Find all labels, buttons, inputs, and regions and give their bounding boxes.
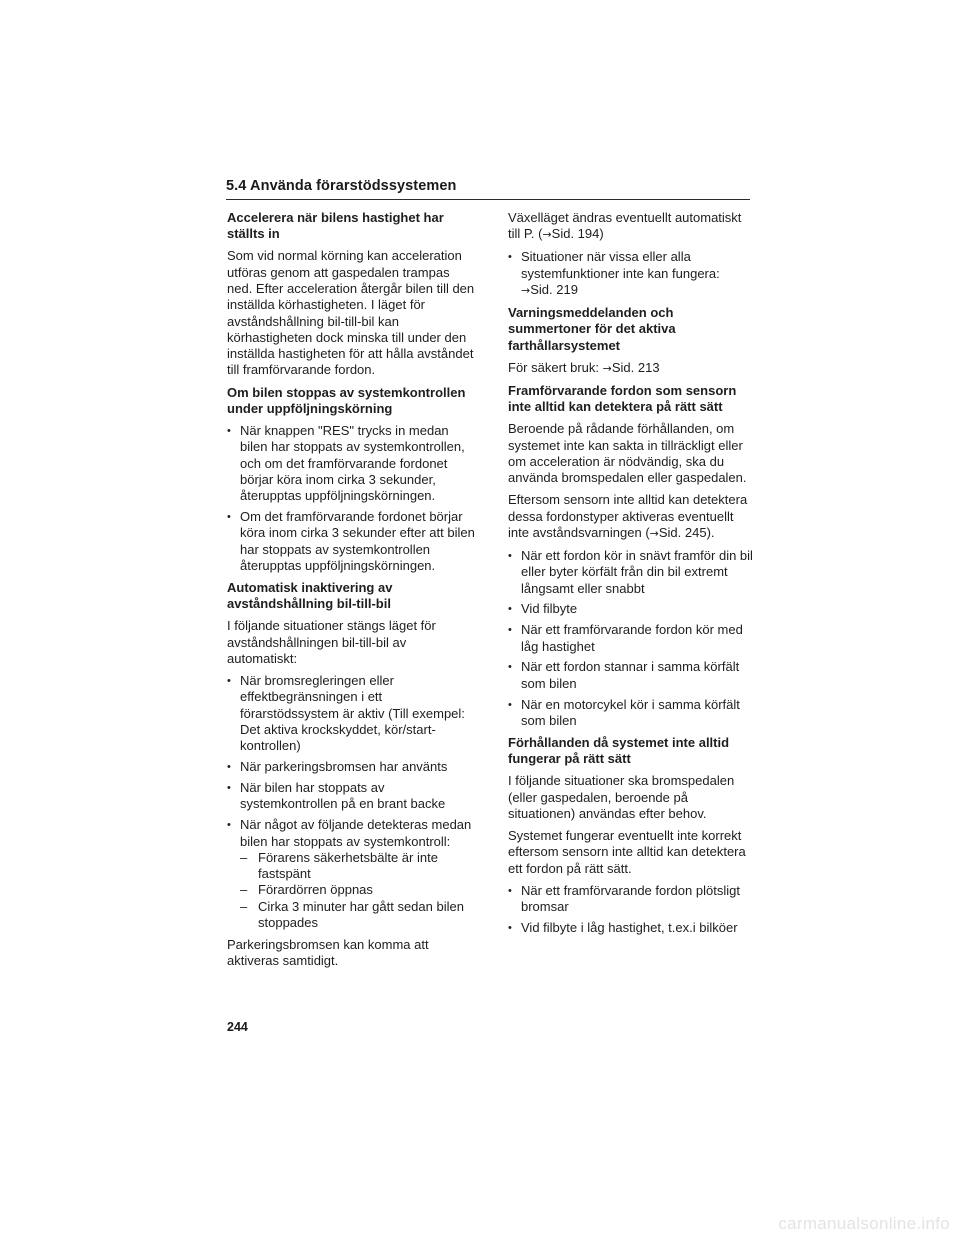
page-reference: Sid. 213 <box>611 359 660 375</box>
list-item <box>227 817 475 931</box>
arrow-icon: → <box>521 283 531 297</box>
watermark: carmanualsonline.info <box>778 1214 950 1233</box>
page-reference: Sid. 245 <box>658 524 707 540</box>
heading-undetected-vehicles: Framförvarande fordon som sensorn inte alltid kan detektera på rätt sätt <box>508 382 737 415</box>
paragraph-safe-use: För säkert bruk: →Sid. 213 <box>508 359 660 375</box>
paragraph-distance-warning: Eftersom sensorn inte alltid kan detektera dessa fordonstyper aktiveras eventuellt inte avståndsvarningen (→Sid. 245). <box>508 492 748 540</box>
list-item: • När bromsregleringen eller effektbegränsningen i ett förarstödssystem är aktiv (Till exempel: Det aktiva krockskyddet, kör/start-kontrollen) <box>227 673 475 754</box>
list-item: • När parkeringsbromsen har använts <box>227 759 475 775</box>
arrow-icon: → <box>602 361 612 375</box>
right-column <box>508 210 753 942</box>
left-column <box>227 210 475 976</box>
list-item: • När en motorcykel kör i samma körfält som bilen <box>508 697 753 730</box>
paragraph-use-pedals: I följande situationer ska bromspedalen (eller gaspedalen, beroende på situationen) användas efter behov. <box>508 773 735 822</box>
paragraph-gear-change: Växelläget ändras eventuellt automatiskt till P. (→Sid. 194) <box>508 210 742 242</box>
paragraph-accelerate: Som vid normal körning kan acceleration utföras genom att gaspedalen trampas ned. Efter acceleration återgår bilen till den inställda körhastigheten. I läget för avståndshållning bil-till-bil kan körhastigheten dock minska till under den inställda hastigheten för att hålla avståndet till framförvarande fordon. <box>227 248 475 378</box>
list-item: • När ett framförvarande fordon kör med låg hastighet <box>508 622 753 655</box>
page-reference: Sid. 219 <box>530 281 578 297</box>
list-item: • När ett fordon stannar i samma körfält som bilen <box>508 659 753 692</box>
list-item: • När ett fordon kör in snävt framför din bil eller byter körfält från din bil extremt långsamt eller snabbt <box>508 548 753 597</box>
arrow-icon: → <box>542 228 552 242</box>
arrow-icon: → <box>649 526 659 540</box>
list-item: • Vid filbyte <box>508 601 753 617</box>
list-item: • Om det framförvarande fordonet börjar köra inom cirka 3 sekunder efter att bilen har stoppats av systemkontrollen återupptas uppföljningskörningen. <box>227 509 475 574</box>
paragraph-auto-deactivation: I följande situationer stängs läget för avståndshållningen bil-till-bil av automatiskt: <box>227 618 436 666</box>
heading-system-malfunction: Förhållanden då systemet inte alltid fungerar på rätt sätt <box>508 735 730 767</box>
section-title: 5.4 Använda förarstödssystemen <box>226 178 457 194</box>
sublist-item: – Cirka 3 minuter har gått sedan bilen stoppades <box>240 898 464 931</box>
list-malfunction-situations <box>508 883 753 936</box>
list-item: • När bilen har stoppats av systemkontrollen på en brant backe <box>227 780 475 813</box>
list-situations <box>508 249 753 299</box>
list-stopped-by-system <box>227 423 475 574</box>
header-rule <box>226 199 750 200</box>
list-auto-deactivation <box>227 673 475 931</box>
list-vehicle-types <box>508 548 753 729</box>
sublist-item: – Förarens säkerhetsbälte är inte fastspänt <box>240 849 438 882</box>
list-item-text: När något av följande detekteras medan bilen har stoppats av systemkontroll: <box>240 817 472 849</box>
paragraph-conditions: Beroende på rådande förhållanden, om systemet inte kan sakta in tillräckligt eller om acceleration är nödvändig, ska du använda bromspedalen eller gaspedalen. <box>508 421 747 486</box>
list-item: • Situationer när vissa eller alla systemfunktioner inte kan fungera: →Sid. 219 <box>508 249 753 299</box>
paragraph-sensor-detection: Systemet fungerar eventuellt inte korrekt eftersom sensorn inte alltid kan detektera ett fordon på rätt sätt. <box>508 828 746 876</box>
page-number: 244 <box>227 1020 248 1034</box>
sublist-item: – Förardörren öppnas <box>240 882 373 898</box>
list-item: • Vid filbyte i låg hastighet, t.ex.i bilköer <box>508 920 753 936</box>
list-item: • När ett framförvarande fordon plötsligt bromsar <box>508 883 753 916</box>
heading-warning-messages: Varningsmeddelanden och summertoner för det aktiva farthållarsystemet <box>508 305 676 353</box>
list-item: • När knappen "RES" trycks in medan bilen har stoppats av systemkontrollen, och om det framförvarande fordonet börjar köra inom cirka 3 sekunder, återupptas uppföljningskörningen. <box>227 423 475 504</box>
heading-auto-deactivation: Automatisk inaktivering av avståndshållning bil-till-bil <box>227 580 393 612</box>
page-reference: Sid. 194 <box>551 226 600 242</box>
paragraph-parking-brake: Parkeringsbromsen kan komma att aktiveras samtidigt. <box>227 937 429 969</box>
heading-stopped-by-system: Om bilen stoppas av systemkontrollen under uppföljningskörning <box>227 384 466 416</box>
heading-accelerate: Accelerera när bilens hastighet har ställts in <box>227 210 444 242</box>
